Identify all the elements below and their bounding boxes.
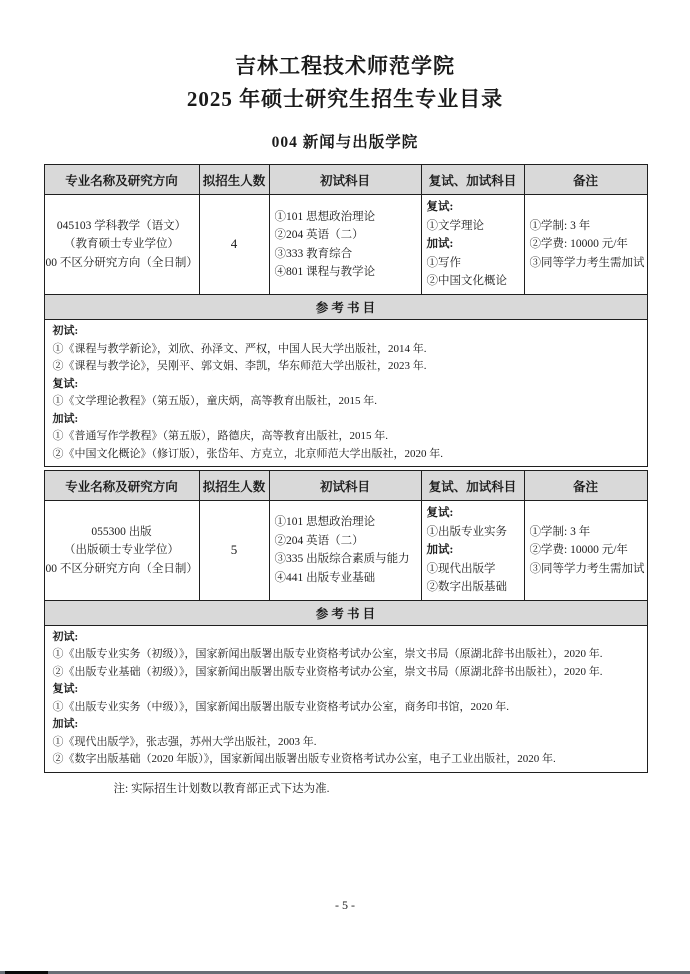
column-header-major: 专业名称及研究方向	[44, 165, 199, 195]
retest-subjects-cell	[421, 501, 524, 601]
reference-books-cell	[44, 625, 647, 772]
reference-body-row	[44, 625, 647, 772]
subject-line: ②204 英语（二）	[274, 229, 364, 241]
subject-line: ③335 出版综合素质与能力	[274, 553, 410, 566]
retest-label: 复试:	[426, 201, 454, 214]
remark-line: ②学费: 10000 元/年	[529, 238, 628, 251]
program-name-line: （教育硕士专业学位）	[64, 238, 179, 251]
column-header-remarks: 备注	[524, 471, 647, 501]
reference-group-label: 复试:	[52, 683, 79, 695]
retest-subjects-cell	[421, 195, 524, 295]
subject-line: ④801 课程与教学论	[274, 266, 376, 278]
reference-books-header: 参 考 书 目	[44, 600, 647, 625]
document-page	[44, 0, 647, 796]
program-name-line: 055300 出版	[91, 525, 152, 538]
book-item: ②《出版专业基础（初级）》，国家新闻出版署出版专业资格考试办公室，崇文书局（原湖北辞书出版社），2020 年.	[52, 665, 603, 678]
column-header-quota: 拟招生人数	[199, 471, 269, 501]
column-header-major: 专业名称及研究方向	[44, 471, 199, 501]
column-header-quota: 拟招生人数	[199, 165, 269, 195]
book-item: ①《现代出版学》，张志强，苏州大学出版社，2003 年.	[52, 735, 317, 748]
book-item: ②《数字出版基础（2020 年版）》，国家新闻出版署出版专业资格考试办公室，电子工业出版社，2020 年.	[52, 753, 556, 765]
quota-value: 4	[199, 195, 269, 295]
subject-line: ②204 英语（二）	[274, 534, 364, 547]
remark-line: ①学制: 3 年	[529, 525, 591, 538]
column-header-initial-subjects: 初试科目	[269, 471, 421, 501]
page-number: - 5 -	[335, 898, 355, 912]
book-item: ①《出版专业实务（初级）》，国家新闻出版署出版专业资格考试办公室，崇文书局（原湖北辞书出版社），2020 年.	[52, 648, 603, 660]
subject-line: ④441 出版专业基础	[274, 571, 376, 584]
quota-value: 5	[199, 501, 269, 601]
retest-label: 复试:	[426, 507, 454, 519]
initial-subjects-cell	[269, 501, 421, 601]
extra-test-item: ②中国文化概论	[426, 275, 507, 288]
remarks-cell	[524, 195, 647, 295]
footnote: 注: 实际招生计划数以教育部正式下达为准.	[113, 782, 330, 795]
program-name-cell	[44, 195, 199, 295]
reference-body-row	[44, 320, 647, 467]
remark-line: ③同等学力考生需加试	[529, 256, 645, 269]
subject-line: ③333 教育综合	[274, 247, 353, 260]
extra-test-label: 加试:	[426, 544, 454, 556]
program-row	[44, 501, 647, 601]
program-name-line: 045103 学科教学（语文）	[56, 219, 187, 232]
school-section-title: 004 新闻与出版学院	[271, 134, 419, 151]
catalog-title: 2025 年硕士研究生招生专业目录	[186, 87, 504, 111]
reference-group-label: 加试:	[52, 718, 79, 730]
extra-test-item: ②数字出版基础	[426, 581, 507, 593]
program-name-line: 00 不区分研究方向（全日制）	[45, 562, 198, 575]
reference-group-label: 复试:	[52, 377, 79, 390]
reference-header-row	[44, 295, 647, 320]
book-item: ①《文学理论教程》（第五版），童庆炳，高等教育出版社，2015 年.	[52, 395, 377, 407]
program-table-2	[44, 470, 648, 773]
initial-subjects-cell	[269, 195, 421, 295]
university-title: 吉林工程技术师范学院	[235, 54, 455, 78]
subject-line: ①101 思想政治理论	[274, 210, 376, 223]
extra-test-item: ①现代出版学	[426, 562, 496, 575]
subject-line: ①101 思想政治理论	[274, 516, 376, 529]
extra-test-item: ①写作	[426, 256, 461, 269]
table-header-row	[44, 471, 647, 501]
program-row	[44, 195, 647, 295]
book-item: ①《普通写作学教程》（第五版），路德庆，高等教育出版社，2015 年.	[52, 430, 388, 442]
table-header-row	[44, 165, 647, 195]
remark-line: ①学制: 3 年	[529, 219, 591, 232]
column-header-retest-subjects: 复试、加试科目	[421, 471, 524, 501]
reference-header-row	[44, 600, 647, 625]
reference-group-label: 初试:	[52, 630, 79, 643]
remarks-cell	[524, 501, 647, 601]
book-item: ②《中国文化概论》（修订版），张岱年、方克立，北京师范大学出版社，2020 年.	[52, 447, 443, 460]
program-table-1	[44, 164, 648, 467]
program-name-cell	[44, 501, 199, 601]
book-item: ①《出版专业实务（中级）》，国家新闻出版署出版专业资格考试办公室，商务印书馆，2020 年.	[52, 700, 509, 713]
retest-item: ①文学理论	[426, 219, 484, 232]
reference-books-cell	[44, 320, 647, 467]
reference-group-label: 加试:	[52, 412, 79, 425]
program-name-line: （出版硕士专业学位）	[64, 544, 179, 556]
program-name-line: 00 不区分研究方向（全日制）	[45, 256, 198, 269]
remark-line: ③同等学力考生需加试	[529, 562, 645, 575]
book-item: ①《课程与教学新论》，刘欣、孙泽文、严权，中国人民大学出版社，2014 年.	[52, 342, 427, 355]
book-item: ②《课程与教学论》，吴刚平、郭文娟、李凯，华东师范大学出版社，2023 年.	[52, 360, 427, 372]
reference-books-header: 参 考 书 目	[44, 295, 647, 320]
retest-item: ①出版专业实务	[426, 525, 507, 538]
column-header-initial-subjects: 初试科目	[269, 165, 421, 195]
extra-test-label: 加试:	[426, 238, 454, 251]
remark-line: ②学费: 10000 元/年	[529, 544, 628, 556]
column-header-retest-subjects: 复试、加试科目	[421, 165, 524, 195]
reference-group-label: 初试:	[52, 325, 79, 337]
column-header-remarks: 备注	[524, 165, 647, 195]
